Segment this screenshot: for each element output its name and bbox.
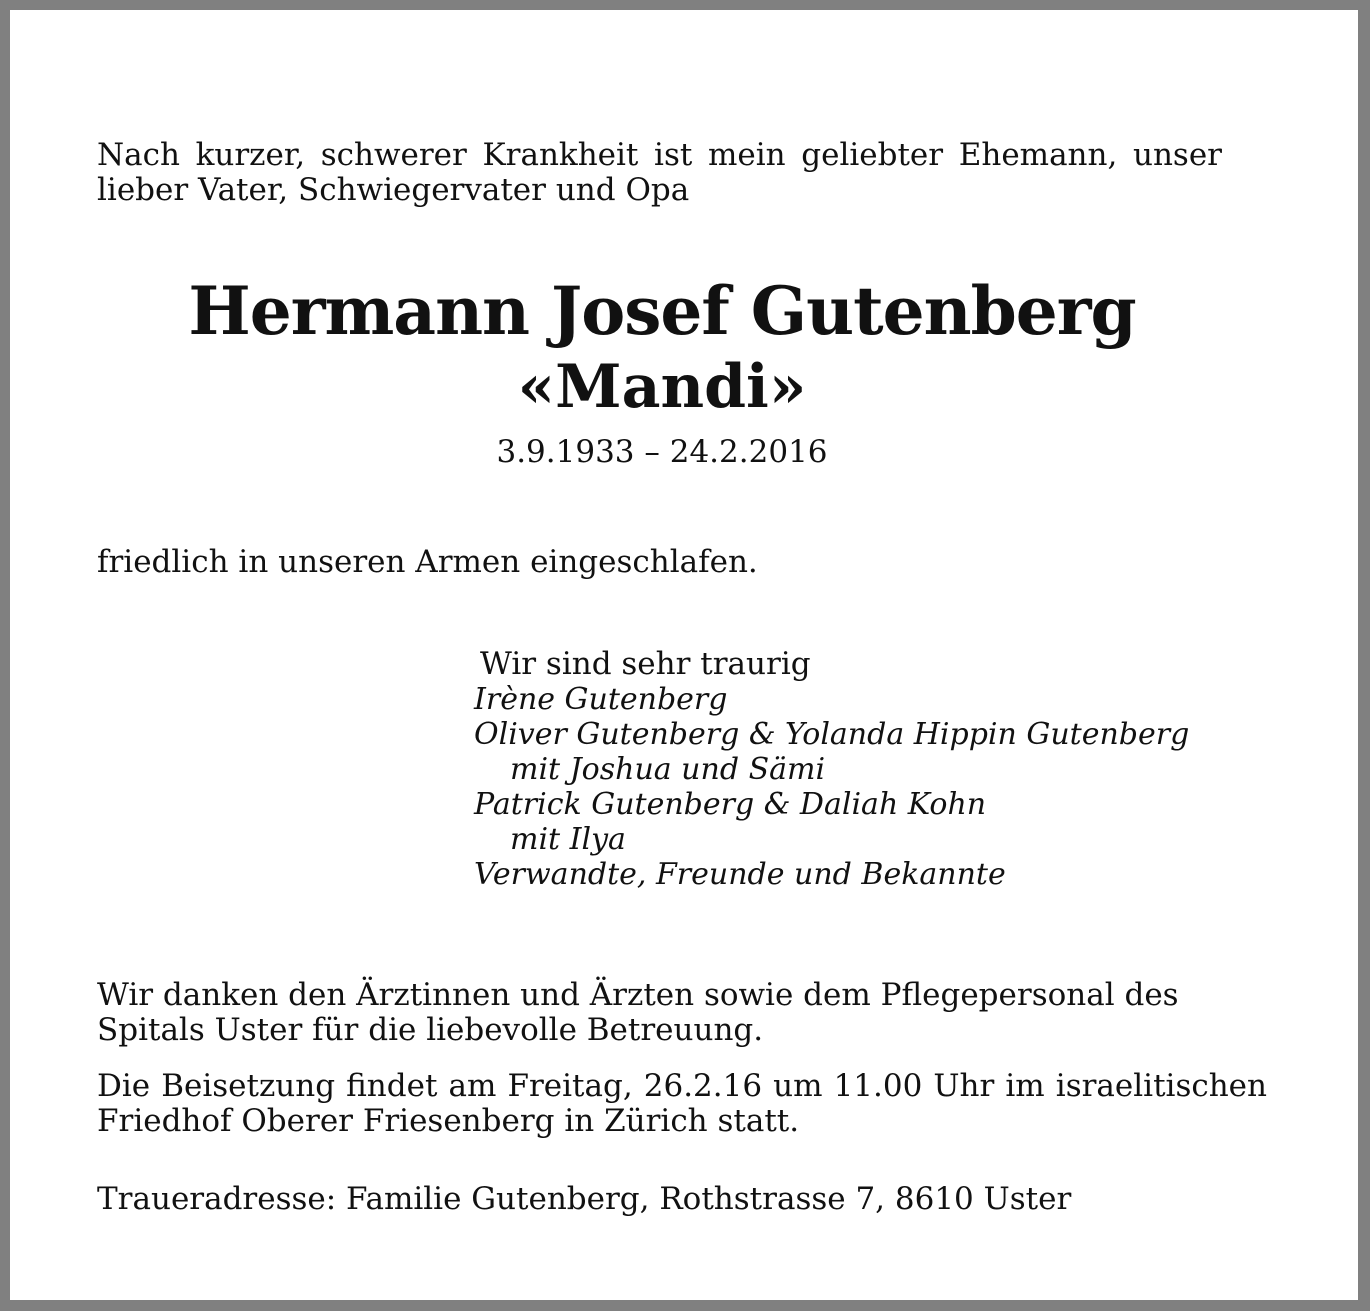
thanks-text [97,978,1179,1048]
intro-text [97,138,1222,208]
funeral-line: Friedhof Oberer Friesenberg in Zürich statt. [97,1103,800,1139]
mourner-line: Oliver Gutenberg & Yolanda Hippin Gutenberg [474,717,1190,752]
obituary-page [10,10,1358,1300]
intro-line: Nach kurzer, schwerer Krankheit ist mein geliebter Ehemann, unser [97,137,1222,173]
deceased-nickname: «Mandi» [517,352,807,422]
thanks-line: Spitals Uster für die liebevolle Betreuung. [97,1012,764,1048]
funeral-text [97,1069,1267,1139]
mourners-heading: Wir sind sehr traurig [480,646,811,682]
mourner-line: mit Joshua und Sämi [510,752,826,787]
life-dates: 3.9.1933 – 24.2.2016 [496,434,828,470]
mourner-line: Irène Gutenberg [474,682,728,717]
intro-line: lieber Vater, Schwiegervater und Opa [97,172,690,208]
mourners-block [474,646,1189,892]
thanks-line: Wir danken den Ärztinnen und Ärzten sowie dem Pflegepersonal des [97,977,1179,1013]
funeral-line: Die Beisetzung findet am Freitag, 26.2.16 um 11.00 Uhr im israelitischen [97,1068,1267,1104]
closing-text: friedlich in unseren Armen eingeschlafen. [97,544,758,580]
mourner-line: Verwandte, Freunde und Bekannte [474,857,1006,892]
mourner-line: Patrick Gutenberg & Daliah Kohn [474,787,987,822]
mourning-address: Traueradresse: Familie Gutenberg, Rothstrasse 7, 8610 Uster [97,1181,1072,1217]
deceased-name: Hermann Josef Gutenberg [188,272,1136,350]
mourner-line: mit Ilya [510,822,626,857]
